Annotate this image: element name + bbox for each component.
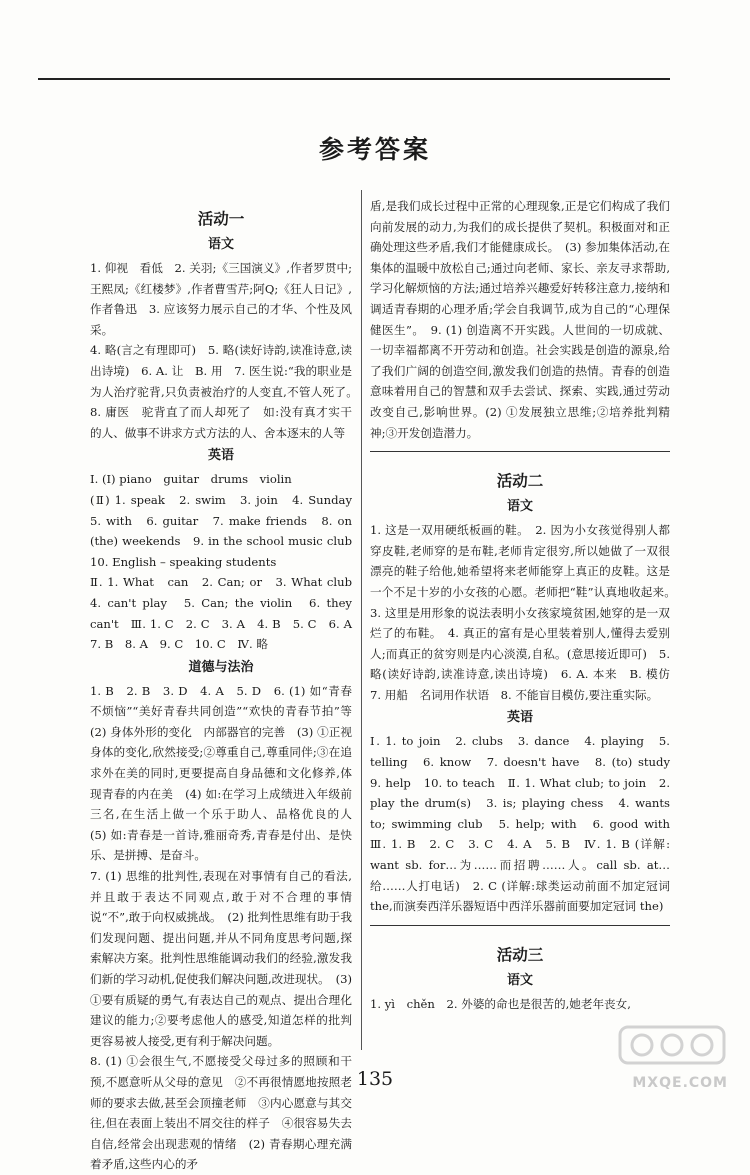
subject-title-chinese: 语文: [506, 972, 533, 988]
section-separator: [370, 451, 670, 452]
section-title-activity-2: 活动二: [496, 471, 544, 491]
section-separator: [370, 925, 670, 926]
answer-paragraph: (Ⅱ) 1. speak 2. swim 3. join 4. Sunday 5. with 6. guitar 7. make friends 8. on (the) weekends 9. in the school music club 10. English – speaking students: [90, 492, 364, 569]
watermark-text: MXQE.COM: [632, 1075, 728, 1091]
answer-paragraph: 7. (1) 思维的批判性,表现在对事情有自己的看法,并且敢于表达不同观点,敢于对不合理的事情说“不”,敢于向权威挑战。 (2) 批判性思维有助于我们发现问题、提出问题,并从不同角度思考问题,探索解决方案。批判性思维能调动我们的经验,激发我们新的学习动机,促使我们解决问题,改进现状。 (3) ①要有质疑的勇气,有表达自己的观点、提出合理化建议的能力;②要考虑他人的感受,知道怎样的批判更容易被人接受,更有利于解决问题。: [90, 869, 352, 1048]
subject-title-chinese: 语文: [506, 499, 533, 515]
answer-paragraph: 1. 这是一双用硬纸板画的鞋。 2. 因为小女孩觉得别人都穿皮鞋,老师穿的是布鞋,老师肯定很穷,所以她做了一双很漂亮的鞋子给他,她希望将来老师能穿上真正的皮鞋。这是一个不足十岁的小女孩的心愿。老师把“鞋”认真地收起来。 3. 这里是用形象的说法表明小女孩家境贫困,她穿的是一双烂了的布鞋。 4. 真正的富有是心里装着别人,懂得去爱别人;而真正的贫穷则是内心淡漠,自私。(意思接近即可) 5. 略(读好诗韵,读准诗意,读出诗境) 6. A. 本来 B. 模仿 7. 用船 名词用作状语 8. 不能盲目模仿,要注重实际。: [370, 523, 682, 702]
answer-paragraph: 1. yì chěn 2. 外婆的命也是很苦的,她老年丧女,: [370, 996, 631, 1011]
subject-title-moral-law: 道德与法治: [188, 659, 254, 675]
left-column: [90, 196, 364, 1175]
answer-paragraph: Ⅱ. 1. What can 2. Can; or 3. What club 4. can't play 5. Can; the violin 6. they can't Ⅲ. 1. C 2. C 3. A 4. B 5. C 6. A 7. B 8. A 9. C 10. C Ⅳ. 略: [90, 575, 364, 652]
answer-paragraph: Ⅰ. (Ⅰ) piano guitar drums violin: [90, 472, 292, 487]
answer-paragraph: 1. 仰视 看低 2. 关羽;《三国演义》,作者罗贯中;王熙凤;《红楼梦》,作者曹雪芹;阿Q;《狂人日记》,作者鲁迅 3. 应该努力展示自己的才华、个性及风采。: [90, 261, 352, 337]
answer-paragraph: 1. B 2. B 3. D 4. A 5. D 6. (1) 如“青春不烦恼”“美好青春共同创造”“欢快的青春节拍”等 (2) 身体外形的变化 内部器官的完善 (3) ①正视身体的变化,欣然接受;②尊重自己,尊重同伴;③在追求外在美的同时,更要提高自身品德和文化修养,体现青春的内在美 (4) 如:在学习上成绩进入年级前三名,在生活上做一个乐于助人、品格优良的人 (5) 如:青春是一首诗,雅丽奇秀,青春是付出、是快乐、是拼搏、是奋斗。: [90, 683, 364, 863]
subject-title-english: 英语: [207, 448, 234, 464]
subject-title-chinese: 语文: [207, 237, 234, 252]
answer-paragraph: 4. 略(言之有理即可) 5. 略(读好诗韵,读准诗意,读出诗境) 6. A. 让 B. 用 7. 医生说:“我的职业是为人治疗驼背,只负责被治疗的人变直,不管人死了。 8. 庸医 驼背直了而人却死了 如:没有真才实干的人、做事不讲求方式方法的人、舍本逐末的人等: [90, 343, 364, 440]
right-column: [370, 196, 682, 1014]
answer-paragraph: Ⅰ. 1. to join 2. clubs 3. dance 4. playing 5. telling 6. know 7. doesn't have 8. (to) study 9. help 10. to teach Ⅱ. 1. What club; to join 2. play the drum(s) 3. is; playing chess 4. wants to; swimming club 5. help; with 6. good with Ⅲ. 1. B 2. C 3. C 4. A 5. B Ⅳ. 1. B (详解: want sb. for…为……而招聘……人。call sb. at…给……人打电话) 2. C (详解:球类运动前面不加定冠词 the,而演奏西洋乐器短语中西洋乐器前面要加定冠词 the): [370, 734, 682, 914]
answer-paragraph: 盾,是我们成长过程中正常的心理现象,正是它们构成了我们向前发展的动力,为我们的成长提供了契机。积极面对和正确处理这些矛盾,我们才能健康成长。 (3) 参加集体活动,在集体的温暖中放松自己;通过向老师、家长、亲友寻求帮助,学习化解烦恼的方法;通过培养兴趣爱好转移注意力,接纳和调适青春期的心理矛盾;学会自我调节,成为自己的“心理保健医生”。 9. (1) 创造离不开实践。人世间的一切成就、一切幸福都离不开劳动和创造。社会实践是创造的源泉,给了我们广阔的创造空间,激发我们创造的热情。青春的创造意味着用自己的智慧和双手去尝试、探索、实践,通过劳动改变自己,影响世界。(2) ①发展独立思维;②培养批判精神;③开发创造潜力。: [370, 199, 670, 440]
page-title: 参考答案: [318, 135, 431, 164]
answer-paragraph: 8. (1) ①会很生气,不愿接受父母过多的照顾和干预,不愿意听从父母的意见 ②不再很情愿地按照老师的要求去做,甚至会顶撞老师 ③内心愿意与其交往,但在表面上装出不屑交往的样子 ④很容易失去自信,经常会出现悲观的情绪 (2) 青春期心理充满着矛盾,这些内心的矛: [90, 1054, 352, 1172]
page-number: 135: [356, 1068, 394, 1090]
top-rule: [38, 78, 670, 80]
section-title-activity-1: 活动一: [197, 209, 245, 228]
subject-title-english: 英语: [506, 710, 533, 726]
section-title-activity-3: 活动三: [496, 944, 544, 964]
